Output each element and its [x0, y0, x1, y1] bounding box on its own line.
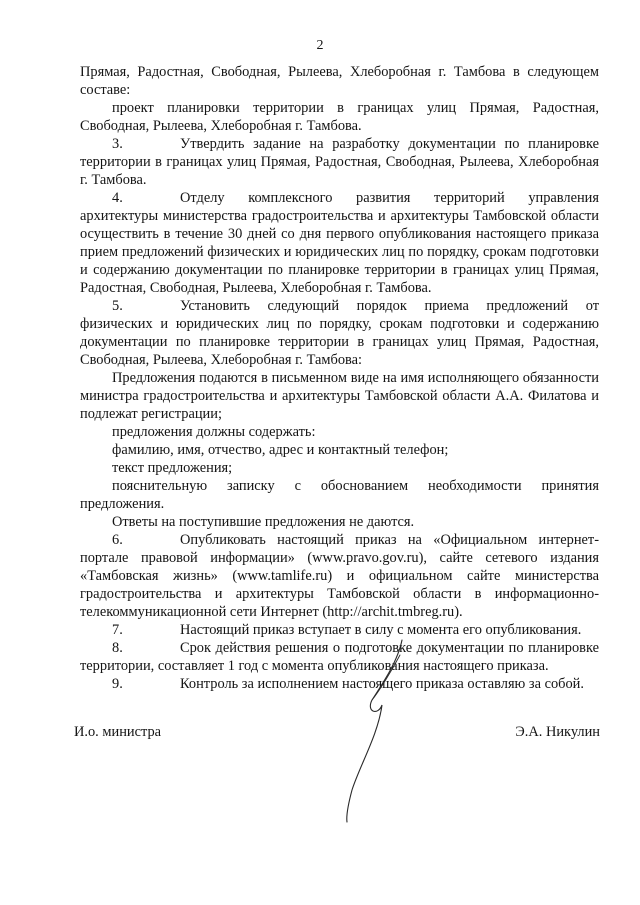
- paragraph-answers: Ответы на поступившие предложения не даются.: [112, 514, 415, 530]
- paragraph-6: 6. Опубликовать настоящий приказ на «Официальном интернет-портале правовой информации» (www.pravo.gov.ru), сайте сетевого издания «Тамбовская жизнь» (www.tamlife.ru) и официальном сайте министерства градостроительства и архитектуры Тамбовской области в информационно-телекоммуникационной сети Интернет (http://archit.tmbreg.ru).: [80, 532, 599, 620]
- item-number: 6.: [112, 532, 123, 548]
- item-number: 9.: [112, 676, 123, 692]
- paragraph-3: 3. Утвердить задание на разработку документации по планировке территории в границах улиц Прямая, Радостная, Свободная, Рылеева, Хлеборобная г. Тамбова.: [80, 136, 599, 188]
- item-number: 3.: [112, 136, 123, 152]
- paragraph-must-contain: предложения должны содержать:: [112, 424, 316, 440]
- item-number: 7.: [112, 622, 123, 638]
- paragraph-5: 5. Установить следующий порядок приема предложений от физических и юридических лиц по порядку, срокам подготовки и содержанию документации по планировке территории в границах улиц Прямая, Радостная, Свободная, Рылеева, Хлеборобная г. Тамбова:: [80, 298, 599, 368]
- paragraph-project: проект планировки территории в границах улиц Прямая, Радостная, Свободная, Рылеева, Хлеборобная г. Тамбова.: [80, 100, 599, 134]
- paragraph-fio: фамилию, имя, отчество, адрес и контактный телефон;: [112, 442, 449, 458]
- item-number: 8.: [112, 640, 123, 656]
- paragraph-4: 4. Отделу комплексного развития территорий управления архитектуры министерства градостроительства и архитектуры Тамбовской области осуществить в течение 30 дней со дня первого опубликования настоящего приказа прием предложений физических и юридических лиц по порядку, срокам подготовки и содержанию документации по планировке территории в границах улиц Прямая, Радостная, Свободная, Рылеева, Хлеборобная г. Тамбова.: [80, 190, 599, 296]
- signatory-position: И.о. министра: [74, 724, 162, 740]
- paragraph-7: 7. Настоящий приказ вступает в силу с момента его опубликования.: [112, 622, 582, 638]
- signatory-name: Э.А. Никулин: [515, 724, 600, 740]
- paragraph-text: текст предложения;: [112, 460, 233, 476]
- paragraph-9: 9. Контроль за исполнением настоящего приказа оставляю за собой.: [112, 676, 584, 692]
- paragraph-proposals: Предложения подаются в письменном виде на имя исполняющего обязанности министра градостроительства и архитектуры Тамбовской области А.А. Филатова и подлежат регистрации;: [80, 370, 599, 422]
- paragraph-note: пояснительную записку с обоснованием необходимости принятия предложения.: [80, 478, 599, 512]
- paragraph-8: 8. Срок действия решения о подготовке документации по планировке территории, составляет 1 год с момента опубликования настоящего приказа.: [80, 640, 599, 674]
- paragraph-intro: Прямая, Радостная, Свободная, Рылеева, Хлеборобная г. Тамбова в следующем составе:: [80, 64, 599, 98]
- item-number: 4.: [112, 190, 123, 206]
- page-number: 2: [316, 38, 324, 53]
- item-number: 5.: [112, 298, 123, 314]
